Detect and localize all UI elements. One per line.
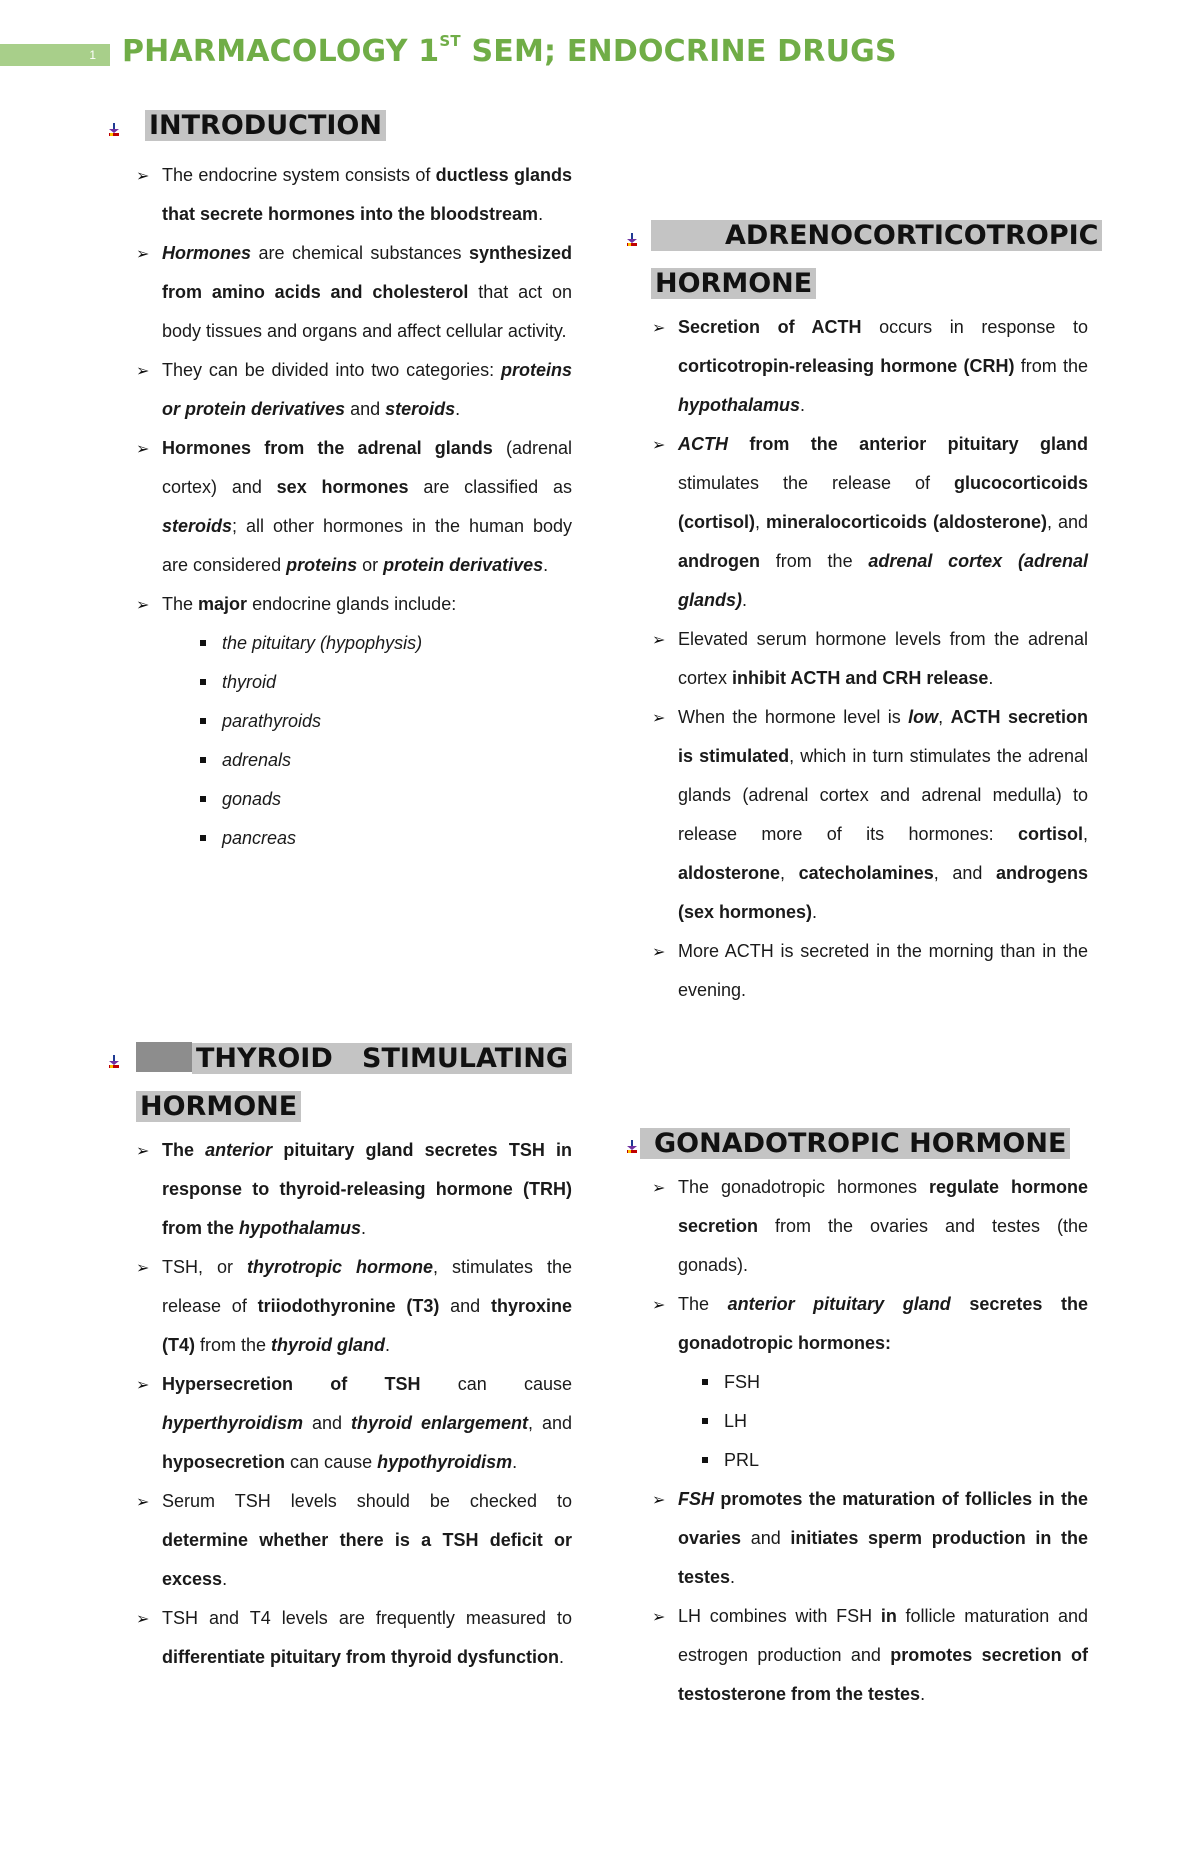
list-item: ➢ LH combines with FSH in follicle maturation and estrogen production and promotes secretion of testosterone from the testes. [624,1597,1088,1714]
tsh-heading: THYROID STIMULATING [108,1035,572,1083]
gland-item: adrenals [108,741,572,780]
arrow-bullet-icon: ➢ [652,1607,666,1626]
arrow-bullet-icon: ➢ [652,318,666,337]
arrow-bullet-icon: ➢ [652,1178,666,1197]
list-item: ➢ More ACTH is secreted in the morning than in the evening. [624,932,1088,1010]
arrow-bullet-icon: ➢ [652,630,666,649]
arrow-bullet-icon: ➢ [136,1492,150,1511]
list-item: ➢ The anterior pituitary gland secretes the gonadotropic hormones: [624,1285,1088,1363]
list-item: ➢ The endocrine system consists of ductless glands that secrete hormones into the bloodstream. [108,156,572,234]
acth-heading-cont: HORMONE [624,260,1088,308]
gonadotropic-list-cont [624,1480,1088,1714]
gonadotropic-hormones-list [624,1363,1088,1480]
square-bullet-icon [200,796,206,802]
arrow-bullet-icon: ➢ [652,1295,666,1314]
tsh-list [108,1131,572,1677]
list-item: ➢ Secretion of ACTH occurs in response to corticotropin-releasing hormone (CRH) from the hypothalamus. [624,308,1088,425]
arrow-bullet-icon: ➢ [136,1609,150,1628]
list-item: ➢ Elevated serum hormone levels from the adrenal cortex inhibit ACTH and CRH release. [624,620,1088,698]
gland-item: parathyroids [108,702,572,741]
arrow-bullet-icon: ➢ [136,1258,150,1277]
list-item: ➢ The anterior pituitary gland secretes TSH in response to thyroid-releasing hormone (TRH) from the hypothalamus. [108,1131,572,1248]
page-number: 1 [0,44,110,66]
gland-item: pancreas [108,819,572,858]
acth-section [624,212,1099,1010]
gland-item: thyroid [108,663,572,702]
arrow-bullet-icon: ➢ [652,1490,666,1509]
square-bullet-icon [200,835,206,841]
arrow-bullet-icon: ➢ [136,361,150,380]
square-bullet-icon [702,1418,708,1424]
square-bullet-icon [200,718,206,724]
introduction-list [108,156,572,624]
arrow-bullet-icon: ➢ [136,595,150,614]
list-item: ➢ They can be divided into two categories: proteins or protein derivatives and steroids. [108,351,572,429]
list-item: ➢ Hypersecretion of TSH can cause hyperthyroidism and thyroid enlargement, and hyposecretion can cause hypothyroidism. [108,1365,572,1482]
list-item: ➢ TSH and T4 levels are frequently measured to differentiate pituitary from thyroid dysfunction. [108,1599,572,1677]
tsh-heading-cont: HORMONE [108,1083,572,1131]
square-bullet-icon [200,757,206,763]
hormone-item: FSH [624,1363,1088,1402]
arrow-bullet-icon: ➢ [652,942,666,961]
hormone-item: PRL [624,1441,1088,1480]
document-title: PHARMACOLOGY 1ST SEM; ENDOCRINE DRUGS [122,32,897,69]
arrow-bullet-icon: ➢ [652,708,666,727]
introduction-heading: INTRODUCTION [108,102,572,150]
square-bullet-icon [702,1379,708,1385]
acth-list [624,308,1088,1010]
arrow-bullet-icon: ➢ [652,435,666,454]
square-bullet-icon [702,1457,708,1463]
hormone-item: LH [624,1402,1088,1441]
list-item: ➢ TSH, or thyrotropic hormone, stimulates the release of triiodothyronine (T3) and thyroxine (T4) from the thyroid gland. [108,1248,572,1365]
glands-list [108,624,572,858]
introduction-section [108,102,572,858]
list-item: ➢ Hormones are chemical substances synthesized from amino acids and cholesterol that act on body tissues and organs and affect cellular activity. [108,234,572,351]
arrow-bullet-icon: ➢ [136,1141,150,1160]
arrow-bullet-icon: ➢ [136,1375,150,1394]
list-item: ➢ When the hormone level is low, ACTH secretion is stimulated, which in turn stimulates the adrenal glands (adrenal cortex and adrenal medulla) to release more of its hormones: cortisol, aldosterone, catecholamines, and androgens (sex hormones). [624,698,1088,932]
gonadotropic-list [624,1168,1088,1363]
list-item: ➢ ACTH from the anterior pituitary gland stimulates the release of glucocorticoids (cortisol), mineralocorticoids (aldosterone), and androgen from the adrenal cortex (adrenal glands). [624,425,1088,620]
gland-item: gonads [108,780,572,819]
tsh-section [108,1035,572,1677]
list-item: ➢ Serum TSH levels should be checked to determine whether there is a TSH deficit or excess. [108,1482,572,1599]
arrow-bullet-icon: ➢ [136,439,150,458]
gland-item: the pituitary (hypophysis) [108,624,572,663]
list-item: ➢ FSH promotes the maturation of follicles in the ovaries and initiates sperm production in the testes. [624,1480,1088,1597]
list-item: ➢ The major endocrine glands include: [108,585,572,624]
gonadotropic-section [624,1120,1088,1714]
square-bullet-icon [200,640,206,646]
list-item: ➢ The gonadotropic hormones regulate hormone secretion from the ovaries and testes (the gonads). [624,1168,1088,1285]
square-bullet-icon [200,679,206,685]
arrow-bullet-icon: ➢ [136,244,150,263]
list-item: ➢ Hormones from the adrenal glands (adrenal cortex) and sex hormones are classified as steroids; all other hormones in the human body are considered proteins or protein derivatives. [108,429,572,585]
gonadotropic-heading: GONADOTROPIC HORMONE [624,1120,1088,1168]
arrow-bullet-icon: ➢ [136,166,150,185]
acth-heading: ADRENOCORTICOTROPIC [624,212,1088,260]
